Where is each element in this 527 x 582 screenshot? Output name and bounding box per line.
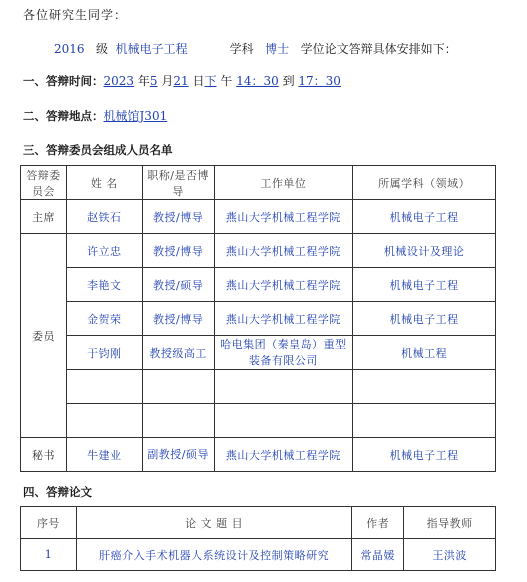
salutation: 各位研究生同学： [23,8,128,22]
member-unit: 燕山大学机械工程学院 [214,268,353,302]
time-month: 5 [149,74,158,88]
member-field: 机械电子工程 [353,302,496,336]
chair-name: 赵铁石 [66,200,142,234]
intro-tail: 学位论文答辩具体安排如下： [300,42,457,56]
member-field: 机械工程 [353,336,496,370]
time-period: 下 [204,74,217,88]
table-row [21,200,496,234]
secretary-unit: 燕山大学机械工程学院 [214,438,353,472]
member-unit: 哈电集团（秦皇岛）重型装备有限公司 [214,336,353,370]
chair-field: 机械电子工程 [353,200,496,234]
member-title: 教授/博导 [142,302,214,336]
defense-time-line [23,72,341,89]
table-row [21,302,496,336]
defense-place-value: 机械馆J301 [103,109,168,123]
committee-heading: 三、答辩委员会组成人员名单 [23,143,173,157]
table-row [21,234,496,268]
time-end: 17：30 [298,74,341,88]
member-title: 教授级高工 [142,336,214,370]
member-name: 于钧刚 [66,336,142,370]
col-advisor: 指导教师 [404,507,496,539]
time-year: 2023 [103,74,135,88]
thesis-no: 1 [21,539,77,571]
member-unit: 燕山大学机械工程学院 [214,302,353,336]
committee-table [20,165,496,472]
time-period-word: 午 [220,74,233,88]
time-start: 14：30 [236,74,279,88]
defense-place-line [23,107,167,124]
secretary-name: 牛建业 [66,438,142,472]
table-row-empty [21,404,496,438]
intro-degree: 博士 [265,42,290,56]
member-name: 李艳文 [66,268,142,302]
member-unit: 燕山大学机械工程学院 [214,234,353,268]
col-title: 职称/是否博导 [142,166,214,200]
intro-subject-word: 学科 [229,42,254,56]
member-field: 机械电子工程 [353,268,496,302]
col-field: 所属学科（领域） [353,166,496,200]
defense-time-heading: 一、答辩时间： [23,74,104,88]
secretary-title: 副教授/硕导 [142,438,214,472]
time-to: 到 [282,74,295,88]
col-author: 作者 [352,507,404,539]
committee-header-row [21,166,496,200]
time-day-word: 日 [192,74,205,88]
chair-title: 教授/博导 [142,200,214,234]
col-committee: 答辩委员会 [21,166,67,200]
col-name: 姓 名 [66,166,142,200]
col-no: 序号 [21,507,77,539]
time-month-word: 月 [161,74,174,88]
member-title: 教授/硕导 [142,268,214,302]
secretary-field: 机械电子工程 [353,438,496,472]
time-year-word: 年 [137,74,150,88]
chair-unit: 燕山大学机械工程学院 [214,200,353,234]
table-row [21,539,496,571]
member-name: 金贺荣 [66,302,142,336]
member-title: 教授/博导 [142,234,214,268]
table-row [21,438,496,472]
thesis-table [20,506,496,571]
table-row [21,268,496,302]
role-chair: 主席 [21,200,67,234]
thesis-advisor: 王洪波 [404,539,496,571]
table-row-empty [21,370,496,404]
role-secretary: 秘书 [21,438,67,472]
thesis-header-row [21,507,496,539]
defense-place-heading: 二、答辩地点： [23,109,104,123]
intro-line [54,40,457,57]
intro-year: 2016 [54,42,85,56]
thesis-title: 肝癌介入手术机器人系统设计及控制策略研究 [76,539,351,571]
role-member: 委员 [21,234,67,438]
thesis-heading: 四、答辩论文 [23,485,92,499]
table-row [21,336,496,370]
member-field: 机械设计及理论 [353,234,496,268]
member-name: 许立忠 [66,234,142,268]
intro-major: 机械电子工程 [115,42,188,56]
intro-grade-word: 级 [96,42,109,56]
col-thesis-title: 论 文 题 目 [76,507,351,539]
time-day: 21 [173,74,189,88]
col-unit: 工作单位 [214,166,353,200]
thesis-author: 常晶媛 [352,539,404,571]
